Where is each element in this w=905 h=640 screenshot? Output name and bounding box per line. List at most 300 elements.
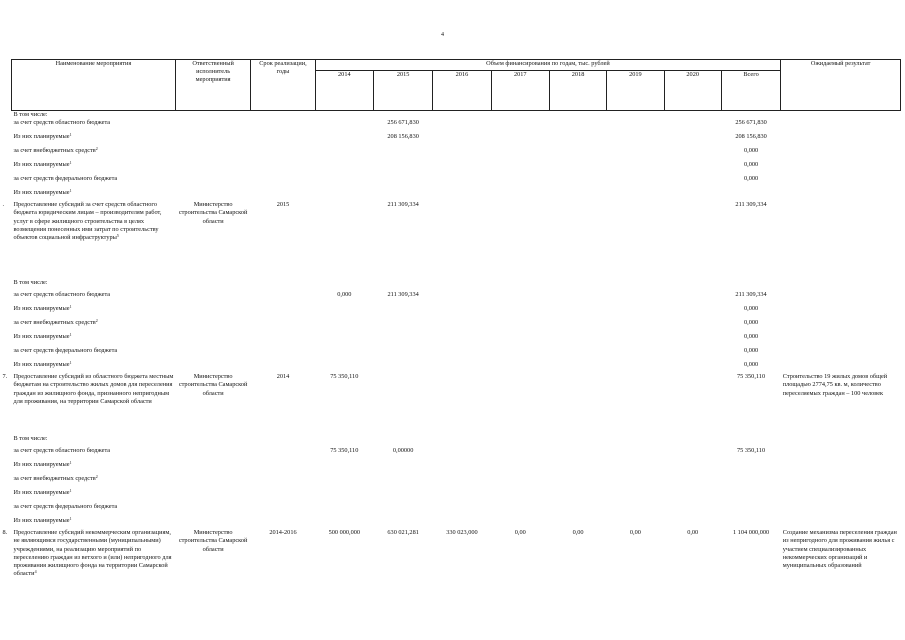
cell-total: 0,000 — [743, 333, 759, 341]
cell-total: 75 350,110 — [737, 447, 766, 455]
cell-y2017 — [491, 475, 549, 489]
row-name: Из них планируемые — [13, 189, 70, 197]
cell-responsible — [175, 119, 250, 133]
cell-total: 0,000 — [743, 175, 759, 183]
cell-responsible — [175, 447, 250, 461]
footnote-mark: 2 — [95, 146, 98, 152]
cell-name — [12, 347, 176, 361]
cell-y2015 — [373, 175, 432, 189]
cell-y2014 — [315, 111, 373, 120]
cell-responsible — [175, 489, 250, 503]
cell-name — [12, 489, 176, 503]
table-row — [12, 347, 901, 361]
cell-y2015: 211 309,334 — [387, 201, 419, 209]
table-row — [12, 447, 901, 461]
cell-y2018 — [549, 147, 606, 161]
cell-y2016 — [433, 361, 491, 373]
cell-y2018 — [549, 175, 606, 189]
cell-y2018 — [549, 361, 606, 373]
cell-y2017 — [491, 361, 549, 373]
table-row — [12, 489, 901, 503]
cell-period — [251, 333, 315, 347]
cell-y2015 — [373, 503, 432, 517]
cell-total: 0,000 — [743, 147, 759, 155]
cell-y2014 — [315, 201, 373, 279]
cell-total: 208 156,830 — [735, 133, 767, 141]
row-number: 7. — [2, 373, 8, 381]
cell-y2020 — [664, 475, 721, 489]
cell-responsible — [175, 435, 250, 447]
cell-name — [12, 435, 176, 447]
cell-y2017 — [491, 279, 549, 291]
cell-name — [12, 133, 176, 147]
cell-y2016 — [433, 279, 491, 291]
cell-y2016 — [433, 175, 491, 189]
cell-y2014: 75 350,110 — [330, 373, 359, 381]
header-responsible: Ответственный исполнитель мероприятия — [175, 60, 250, 111]
cell-total: 0,000 — [743, 319, 759, 327]
cell-responsible — [175, 461, 250, 475]
cell-y2020 — [664, 279, 721, 291]
cell-responsible — [175, 319, 250, 333]
cell-responsible — [175, 361, 250, 373]
cell-period: 2014 — [276, 373, 290, 381]
cell-result — [781, 347, 901, 361]
cell-y2017 — [491, 147, 549, 161]
cell-responsible — [175, 279, 250, 291]
cell-responsible — [175, 111, 250, 120]
cell-name — [12, 475, 176, 489]
cell-y2014: 500 000,000 — [328, 529, 361, 537]
footnote-mark: 4 — [34, 569, 37, 575]
footnote-mark: 2 — [95, 474, 98, 480]
table-row — [12, 201, 901, 279]
header-year: 2018 — [549, 71, 606, 111]
cell-y2014 — [315, 147, 373, 161]
cell-result — [781, 279, 901, 291]
cell-y2020 — [664, 147, 721, 161]
cell-y2014 — [315, 489, 373, 503]
row-name: Из них планируемые — [13, 333, 70, 341]
cell-name — [12, 447, 176, 461]
cell-y2014 — [315, 435, 373, 447]
cell-y2017 — [491, 111, 549, 120]
cell-result: Создание механизма переселения граждан из непригодного для проживания жилья с участием специализированных некоммерческих организаций и муниципальных образований — [782, 529, 897, 570]
cell-name — [2, 373, 176, 435]
cell-total: 75 350,110 — [737, 373, 766, 381]
header-name: Наименование мероприятия — [12, 60, 176, 111]
row-name: за счет внебюджетных средств — [13, 319, 96, 327]
table-row — [12, 361, 901, 373]
footnote-mark: 1 — [69, 516, 72, 522]
table-row — [12, 175, 901, 189]
cell-y2020 — [664, 517, 721, 529]
cell-y2014 — [315, 361, 373, 373]
cell-y2014: 75 350,110 — [330, 447, 359, 455]
cell-total: 0,000 — [743, 161, 759, 169]
cell-responsible — [175, 503, 250, 517]
cell-y2016 — [433, 333, 491, 347]
cell-y2020 — [664, 305, 721, 319]
cell-total: 211 309,334 — [735, 291, 767, 299]
row-name: за счет средств федерального бюджета — [13, 503, 118, 511]
cell-name — [12, 319, 176, 333]
cell-y2017 — [491, 447, 549, 461]
cell-name — [12, 111, 176, 120]
cell-y2014 — [315, 189, 373, 201]
cell-total — [721, 475, 780, 489]
cell-result — [781, 435, 901, 447]
cell-result — [781, 119, 901, 133]
row-name: Предоставление субсидий за счет средств областного бюджета юридическим лицам – производителям работ, услуг в сфере жилищного строительства в целях возмещения понесенных ими затрат по строительству объектов социальной инфраструктуры — [13, 201, 162, 242]
cell-period — [251, 435, 315, 447]
cell-period — [251, 133, 315, 147]
cell-total — [721, 279, 780, 291]
cell-period — [251, 147, 315, 161]
cell-name — [12, 175, 176, 189]
cell-y2017 — [491, 373, 549, 435]
cell-y2016 — [433, 319, 491, 333]
cell-name — [2, 201, 176, 279]
table-row — [12, 161, 901, 175]
cell-name — [12, 147, 176, 161]
cell-y2018 — [549, 291, 606, 305]
cell-y2015 — [373, 305, 432, 319]
footnote-mark: 2 — [95, 318, 98, 324]
cell-y2020 — [664, 201, 721, 279]
cell-y2014 — [315, 319, 373, 333]
header-year: 2019 — [607, 71, 664, 111]
header-total: Всего — [721, 71, 780, 111]
cell-y2019 — [607, 361, 664, 373]
cell-y2017 — [491, 319, 549, 333]
cell-y2016 — [433, 161, 491, 175]
cell-y2017: 0,00 — [514, 529, 526, 537]
cell-y2017 — [491, 189, 549, 201]
row-name: В том числе: — [13, 111, 48, 118]
cell-y2018 — [549, 201, 606, 279]
cell-period — [251, 347, 315, 361]
cell-y2018 — [549, 133, 606, 147]
cell-period — [251, 361, 315, 373]
cell-y2020 — [664, 373, 721, 435]
cell-y2020 — [664, 503, 721, 517]
cell-y2016 — [433, 503, 491, 517]
cell-result — [781, 133, 901, 147]
cell-total — [721, 517, 780, 529]
cell-responsible — [175, 147, 250, 161]
cell-name — [12, 461, 176, 475]
cell-y2020 — [664, 119, 721, 133]
financing-table — [2, 59, 901, 607]
table-row — [12, 503, 901, 517]
cell-period — [251, 503, 315, 517]
cell-y2015 — [373, 461, 432, 475]
cell-responsible — [175, 161, 250, 175]
cell-y2017 — [491, 461, 549, 475]
cell-responsible — [175, 291, 250, 305]
cell-responsible — [175, 475, 250, 489]
cell-y2017 — [491, 435, 549, 447]
header-year: 2014 — [315, 71, 373, 111]
table-row — [12, 305, 901, 319]
cell-result — [781, 361, 901, 373]
cell-name — [12, 161, 176, 175]
cell-result — [781, 319, 901, 333]
row-name: В том числе: — [13, 435, 48, 443]
cell-y2016 — [433, 133, 491, 147]
cell-period: 2015 — [276, 201, 290, 209]
cell-period: 2014-2016 — [269, 529, 297, 537]
footnote-mark: 5 — [116, 233, 119, 239]
cell-y2018 — [549, 119, 606, 133]
cell-period — [251, 279, 315, 291]
cell-name — [12, 517, 176, 529]
cell-y2017 — [491, 161, 549, 175]
cell-result — [781, 447, 901, 461]
cell-result — [781, 161, 901, 175]
cell-result — [781, 475, 901, 489]
cell-y2019 — [607, 333, 664, 347]
footnote-mark: 1 — [69, 188, 72, 194]
cell-y2019 — [607, 291, 664, 305]
cell-y2016 — [433, 119, 491, 133]
cell-y2017 — [491, 133, 549, 147]
cell-y2014 — [315, 503, 373, 517]
cell-y2015 — [373, 373, 432, 435]
footnote-mark: 1 — [69, 304, 72, 310]
cell-total — [721, 461, 780, 475]
cell-responsible — [175, 175, 250, 189]
cell-y2018 — [549, 517, 606, 529]
cell-y2014 — [315, 475, 373, 489]
cell-y2015 — [373, 489, 432, 503]
cell-y2018 — [549, 489, 606, 503]
cell-name — [12, 291, 176, 305]
table-row — [12, 319, 901, 333]
cell-y2019 — [607, 201, 664, 279]
cell-y2018: 0,00 — [572, 529, 584, 537]
footnote-mark: 1 — [69, 132, 72, 138]
cell-y2016 — [433, 489, 491, 503]
row-name: Предоставление субсидий некоммерческим организациям, не являющимся государственными (муниципальными) учреждениями, на реализацию мероприятий по переселению граждан из ветхого и (или) непригодного для проживания жилищного фонда на территории Самарской области — [13, 529, 172, 578]
row-name: за счет средств федерального бюджета — [13, 347, 118, 355]
cell-y2018 — [549, 189, 606, 201]
cell-y2020 — [664, 161, 721, 175]
table-body — [2, 111, 901, 608]
cell-y2020 — [664, 111, 721, 120]
cell-y2014: 0,000 — [337, 291, 352, 299]
cell-y2017 — [491, 119, 549, 133]
cell-y2019 — [607, 133, 664, 147]
header-period: Срок реализации, годы — [251, 60, 315, 111]
cell-y2017 — [491, 175, 549, 189]
row-name: Предоставление субсидий из областного бюджета местным бюджетам на строительство жилых домов для переселения граждан из жилищного фонда, признанного непригодным для проживания, на территории Самарской области — [13, 373, 174, 405]
cell-y2015 — [373, 111, 432, 120]
row-name: Из них планируемые — [13, 517, 70, 525]
table-row — [12, 291, 901, 305]
cell-total: 0,000 — [743, 347, 759, 355]
cell-period — [251, 111, 315, 120]
cell-responsible — [175, 305, 250, 319]
cell-period — [251, 461, 315, 475]
row-name: Из них планируемые — [13, 461, 70, 469]
header-result: Ожидаемый результат — [781, 60, 901, 111]
header-funding: Объем финансирования по годам, тыс. рублей — [315, 60, 781, 71]
cell-period — [251, 161, 315, 175]
cell-period — [251, 517, 315, 529]
cell-y2015 — [373, 189, 432, 201]
cell-y2019 — [607, 435, 664, 447]
cell-y2015: 630 021,281 — [387, 529, 419, 537]
footnote-mark: 1 — [69, 160, 72, 166]
cell-result — [781, 461, 901, 475]
cell-y2016 — [433, 201, 491, 279]
cell-period — [251, 291, 315, 305]
cell-y2018 — [549, 111, 606, 120]
cell-y2020 — [664, 189, 721, 201]
cell-y2014 — [315, 517, 373, 529]
row-name: за счет средств областного бюджета — [13, 119, 111, 127]
cell-y2020 — [664, 347, 721, 361]
cell-y2016 — [433, 291, 491, 305]
cell-y2015 — [373, 347, 432, 361]
cell-total: 211 309,334 — [735, 201, 767, 209]
cell-result — [781, 503, 901, 517]
table-row — [12, 529, 901, 607]
cell-y2020 — [664, 435, 721, 447]
cell-y2020 — [664, 333, 721, 347]
cell-responsible — [175, 517, 250, 529]
cell-responsible: Министерство строительства Самарской области — [178, 201, 248, 225]
cell-y2017 — [491, 291, 549, 305]
cell-total: 256 671,830 — [735, 119, 767, 127]
cell-result — [781, 201, 901, 279]
table-row — [12, 119, 901, 133]
cell-y2020: 0,00 — [687, 529, 699, 537]
cell-y2020 — [664, 461, 721, 475]
row-number: 8. — [2, 529, 8, 537]
cell-y2015 — [373, 333, 432, 347]
cell-y2015 — [373, 319, 432, 333]
cell-y2015: 211 309,334 — [387, 291, 419, 299]
cell-y2015 — [373, 147, 432, 161]
cell-y2017 — [491, 517, 549, 529]
cell-y2020 — [664, 447, 721, 461]
header-year: 2016 — [433, 71, 491, 111]
cell-y2015: 0,00000 — [392, 447, 414, 455]
cell-result — [781, 175, 901, 189]
cell-y2016 — [433, 373, 491, 435]
cell-y2017 — [491, 201, 549, 279]
cell-y2016 — [433, 147, 491, 161]
cell-y2018 — [549, 461, 606, 475]
cell-period — [251, 319, 315, 333]
cell-total — [721, 189, 780, 201]
cell-y2015: 208 156,830 — [387, 133, 419, 141]
cell-y2014 — [315, 461, 373, 475]
cell-y2018 — [549, 447, 606, 461]
table-row — [12, 279, 901, 291]
cell-y2019: 0,00 — [629, 529, 641, 537]
cell-responsible — [175, 189, 250, 201]
cell-name — [12, 189, 176, 201]
cell-y2016 — [433, 111, 491, 120]
cell-y2016 — [433, 447, 491, 461]
cell-y2015 — [373, 435, 432, 447]
header-year: 2015 — [373, 71, 432, 111]
table-row — [12, 111, 901, 120]
cell-y2017 — [491, 333, 549, 347]
cell-y2017 — [491, 503, 549, 517]
cell-responsible — [175, 333, 250, 347]
cell-y2019 — [607, 517, 664, 529]
footnote-mark: 1 — [69, 460, 72, 466]
row-name: Из них планируемые — [13, 133, 70, 141]
cell-y2019 — [607, 503, 664, 517]
cell-y2019 — [607, 111, 664, 120]
cell-total — [721, 503, 780, 517]
cell-y2016: 330 023,000 — [446, 529, 478, 537]
cell-y2019 — [607, 147, 664, 161]
cell-y2017 — [491, 347, 549, 361]
row-name: за счет внебюджетных средств — [13, 147, 96, 155]
table-row — [12, 147, 901, 161]
footnote-mark: 1 — [69, 488, 72, 494]
cell-period — [251, 447, 315, 461]
cell-y2019 — [607, 347, 664, 361]
table-row — [12, 435, 901, 447]
cell-result — [781, 111, 901, 120]
cell-y2014 — [315, 161, 373, 175]
cell-y2018 — [549, 161, 606, 175]
cell-y2018 — [549, 305, 606, 319]
cell-total: 0,000 — [743, 361, 759, 369]
row-name: Из них планируемые — [13, 305, 70, 313]
cell-y2016 — [433, 461, 491, 475]
cell-y2020 — [664, 489, 721, 503]
cell-y2018 — [549, 333, 606, 347]
cell-y2016 — [433, 475, 491, 489]
table-row — [12, 133, 901, 147]
cell-y2019 — [607, 119, 664, 133]
cell-y2014 — [315, 175, 373, 189]
cell-period — [251, 305, 315, 319]
cell-y2019 — [607, 189, 664, 201]
cell-y2016 — [433, 517, 491, 529]
cell-y2019 — [607, 447, 664, 461]
cell-y2019 — [607, 279, 664, 291]
header-year: 2017 — [491, 71, 549, 111]
cell-y2017 — [491, 305, 549, 319]
cell-y2019 — [607, 161, 664, 175]
cell-name — [12, 305, 176, 319]
table-row — [12, 475, 901, 489]
cell-y2019 — [607, 319, 664, 333]
cell-responsible: Министерство строительства Самарской области — [178, 373, 248, 397]
cell-y2019 — [607, 489, 664, 503]
cell-period — [251, 475, 315, 489]
footnote-mark: 1 — [69, 332, 72, 338]
row-number: . — [2, 201, 5, 209]
cell-name — [12, 119, 176, 133]
row-name: Из них планируемые — [13, 361, 70, 369]
cell-name — [12, 361, 176, 373]
cell-y2020 — [664, 175, 721, 189]
cell-y2018 — [549, 435, 606, 447]
table-row — [12, 189, 901, 201]
cell-y2015 — [373, 361, 432, 373]
